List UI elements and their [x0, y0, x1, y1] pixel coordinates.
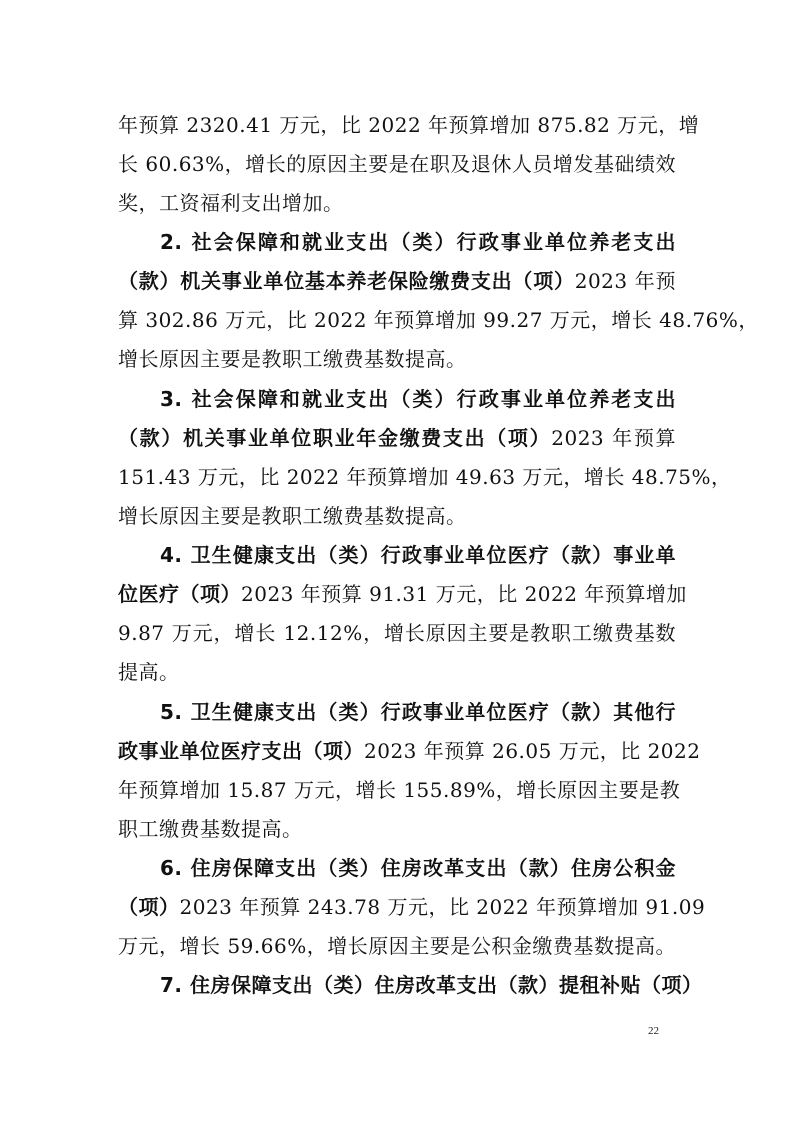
section-heading-line: 6. 住房保障支出（类）住房改革支出（款）住房公积金: [160, 856, 676, 880]
section-heading-text: （款）机关事业单位基本养老保险缴费支出（项）: [118, 269, 575, 293]
paragraph-line: 算 302.86 万元，比 2022 年预算增加 99.27 万元，增长 48.76%，: [118, 308, 759, 332]
paragraph-text: 2023 年预算: [551, 426, 676, 450]
paragraph-line: 奖，工资福利支出增加。: [118, 191, 344, 215]
paragraph-line: 年预算 2320.41 万元，比 2022 年预算增加 875.82 万元，增: [118, 113, 700, 137]
page-number: 22: [648, 1025, 659, 1037]
section-heading-line: 3. 社会保障和就业支出（类）行政事业单位养老支出: [160, 387, 676, 411]
paragraph-line: [118, 269, 676, 293]
paragraph-line: [118, 895, 706, 919]
section-heading-line: 2. 社会保障和就业支出（类）行政事业单位养老支出: [160, 230, 676, 254]
paragraph-line: 增长原因主要是教职工缴费基数提高。: [118, 347, 467, 371]
paragraph-line: [118, 426, 676, 450]
paragraph-line: 增长原因主要是教职工缴费基数提高。: [118, 504, 467, 528]
section-heading-line: 7. 住房保障支出（类）住房改革支出（款）提租补贴（项）: [160, 973, 703, 997]
paragraph-line: 万元，增长 59.66%，增长原因主要是公积金缴费基数提高。: [118, 934, 676, 958]
section-heading-line: 4. 卫生健康支出（类）行政事业单位医疗（款）事业单: [160, 543, 676, 567]
paragraph-line: [118, 739, 701, 763]
section-heading-text: 政事业单位医疗支出（项）: [118, 739, 364, 763]
section-heading-text: 位医疗（项）: [118, 582, 241, 606]
paragraph-text: 2023 年预算 26.05 万元，比 2022: [364, 739, 701, 763]
paragraph-text: 2023 年预算 243.78 万元，比 2022 年预算增加 91.09: [179, 895, 706, 919]
section-heading-text: （款）机关事业单位职业年金缴费支出（项）: [118, 426, 552, 450]
section-heading-line: 5. 卫生健康支出（类）行政事业单位医疗（款）其他行: [160, 700, 676, 724]
paragraph-line: 职工缴费基数提高。: [118, 817, 303, 841]
paragraph-line: [118, 582, 687, 606]
paragraph-line: 151.43 万元，比 2022 年预算增加 49.63 万元，增长 48.75%，: [118, 465, 732, 489]
paragraph-text: 2023 年预算 91.31 万元，比 2022 年预算增加: [241, 582, 687, 606]
paragraph-line: 9.87 万元，增长 12.12%，增长原因主要是教职工缴费基数: [118, 621, 676, 645]
section-heading-text: （项）: [118, 895, 180, 919]
paragraph-line: 年预算增加 15.87 万元，增长 155.89%，增长原因主要是教: [118, 778, 681, 802]
paragraph-text: 2023 年预: [574, 269, 676, 293]
paragraph-line: 提高。: [118, 660, 180, 684]
paragraph-line: 长 60.63%，增长的原因主要是在职及退休人员增发基础绩效: [118, 152, 676, 176]
